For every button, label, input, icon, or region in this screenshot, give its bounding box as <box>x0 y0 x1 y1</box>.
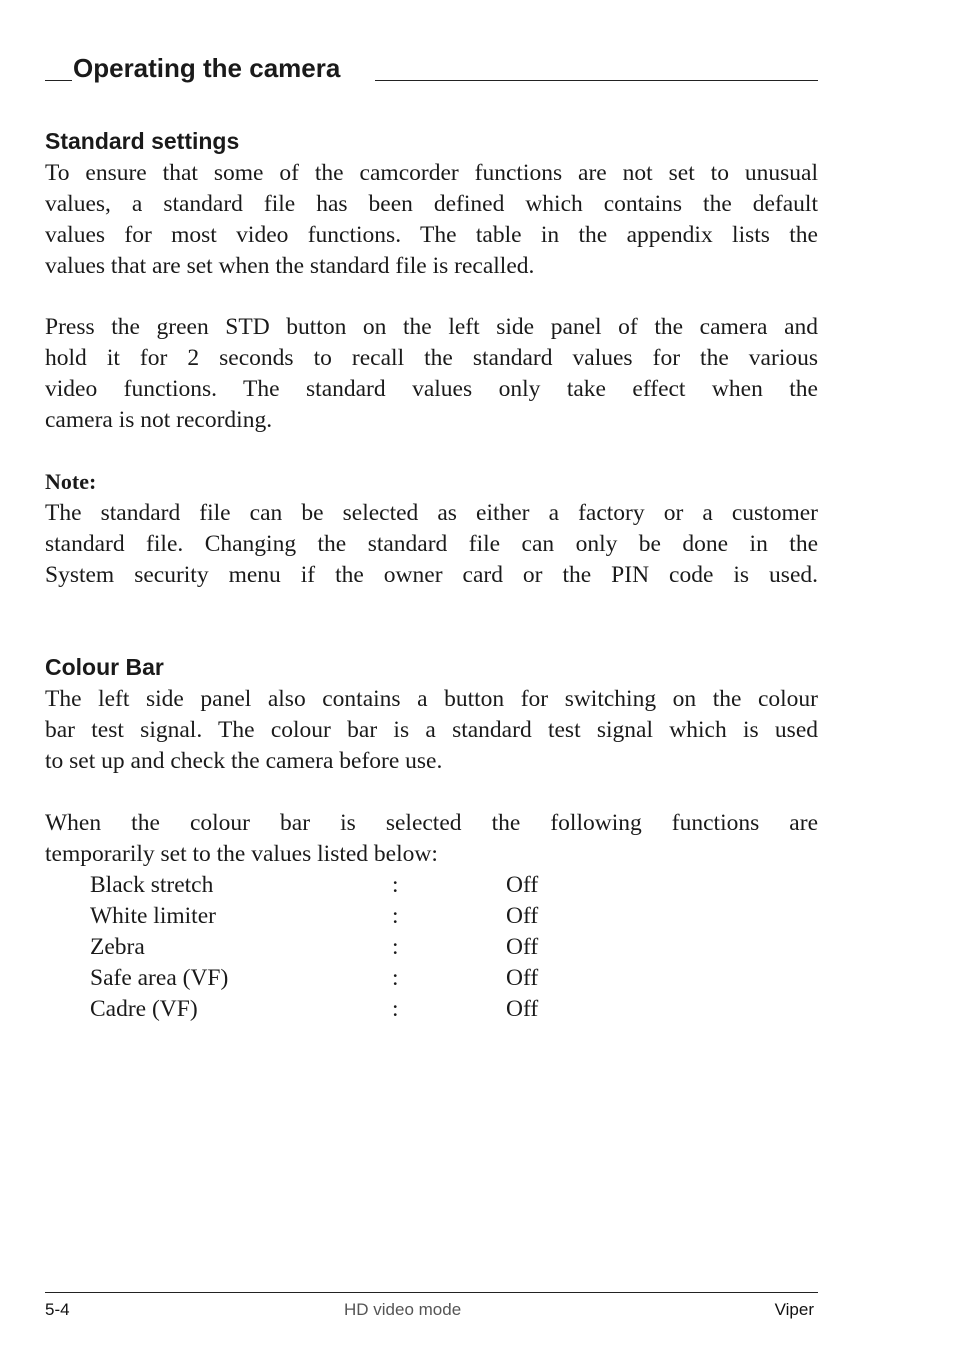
setting-value: Off <box>506 965 539 991</box>
footer-page-number: 5-4 <box>45 1300 70 1319</box>
note-label: Note: <box>45 469 97 494</box>
footer-section: HD video mode <box>344 1300 462 1319</box>
heading-colour-bar: Colour Bar <box>45 654 164 680</box>
text-line: hold it for 2 seconds to recall the standard values for the various <box>45 345 818 371</box>
setting-colon: : <box>392 934 399 960</box>
setting-row <box>90 901 560 932</box>
setting-name: White limiter <box>90 903 216 929</box>
colour-bar-paragraph-2 <box>45 808 818 870</box>
setting-name: Black stretch <box>90 872 214 898</box>
text-line: System security menu if the owner card or the PIN code is used. <box>45 562 818 588</box>
setting-name: Safe area (VF) <box>90 965 229 991</box>
setting-value: Off <box>506 934 539 960</box>
setting-row <box>90 870 560 901</box>
setting-row <box>90 994 560 1025</box>
chapter-title-text: Operating the camera <box>73 53 341 83</box>
text-line: video functions. The standard values only take effect when the <box>45 376 818 402</box>
setting-value: Off <box>506 996 539 1022</box>
text-line: The left side panel also contains a button for switching on the colour <box>45 686 818 712</box>
title-tail-rule <box>375 80 818 81</box>
text-line: bar test signal. The colour bar is a standard test signal which is used <box>45 717 818 743</box>
setting-colon: : <box>392 996 399 1022</box>
title-lead-rule <box>45 80 72 81</box>
setting-name: Zebra <box>90 934 145 960</box>
text-line: standard file. Changing the standard file can only be done in the <box>45 531 818 557</box>
setting-row <box>90 932 560 963</box>
text-line: values that are set when the standard file is recalled. <box>45 253 535 279</box>
text-line: values for most video functions. The table in the appendix lists the <box>45 222 818 248</box>
text-line: temporarily set to the values listed below: <box>45 841 438 867</box>
text-line: To ensure that some of the camcorder functions are not set to unusual <box>45 160 818 186</box>
text-line: camera is not recording. <box>45 407 273 433</box>
colour-bar-settings-list <box>90 870 560 1025</box>
colour-bar-paragraph-1 <box>45 684 818 777</box>
setting-value: Off <box>506 903 539 929</box>
footer-product: Viper <box>774 1300 814 1319</box>
setting-name: Cadre (VF) <box>90 996 198 1022</box>
setting-colon: : <box>392 903 399 929</box>
standard-settings-paragraph-2 <box>45 312 818 436</box>
setting-row <box>90 963 560 994</box>
text-line: When the colour bar is selected the following functions are <box>45 810 818 836</box>
setting-colon: : <box>392 872 399 898</box>
standard-settings-paragraph-1 <box>45 158 818 282</box>
heading-standard-settings: Standard settings <box>45 128 240 154</box>
text-line: to set up and check the camera before use. <box>45 748 443 774</box>
chapter-title <box>45 52 818 82</box>
note-paragraph <box>45 498 818 591</box>
text-line: Press the green STD button on the left side panel of the camera and <box>45 314 818 340</box>
footer-rule <box>45 1292 818 1293</box>
text-line: The standard file can be selected as either a factory or a customer <box>45 500 818 526</box>
setting-value: Off <box>506 872 539 898</box>
text-line: values, a standard file has been defined which contains the default <box>45 191 818 217</box>
setting-colon: : <box>392 965 399 991</box>
